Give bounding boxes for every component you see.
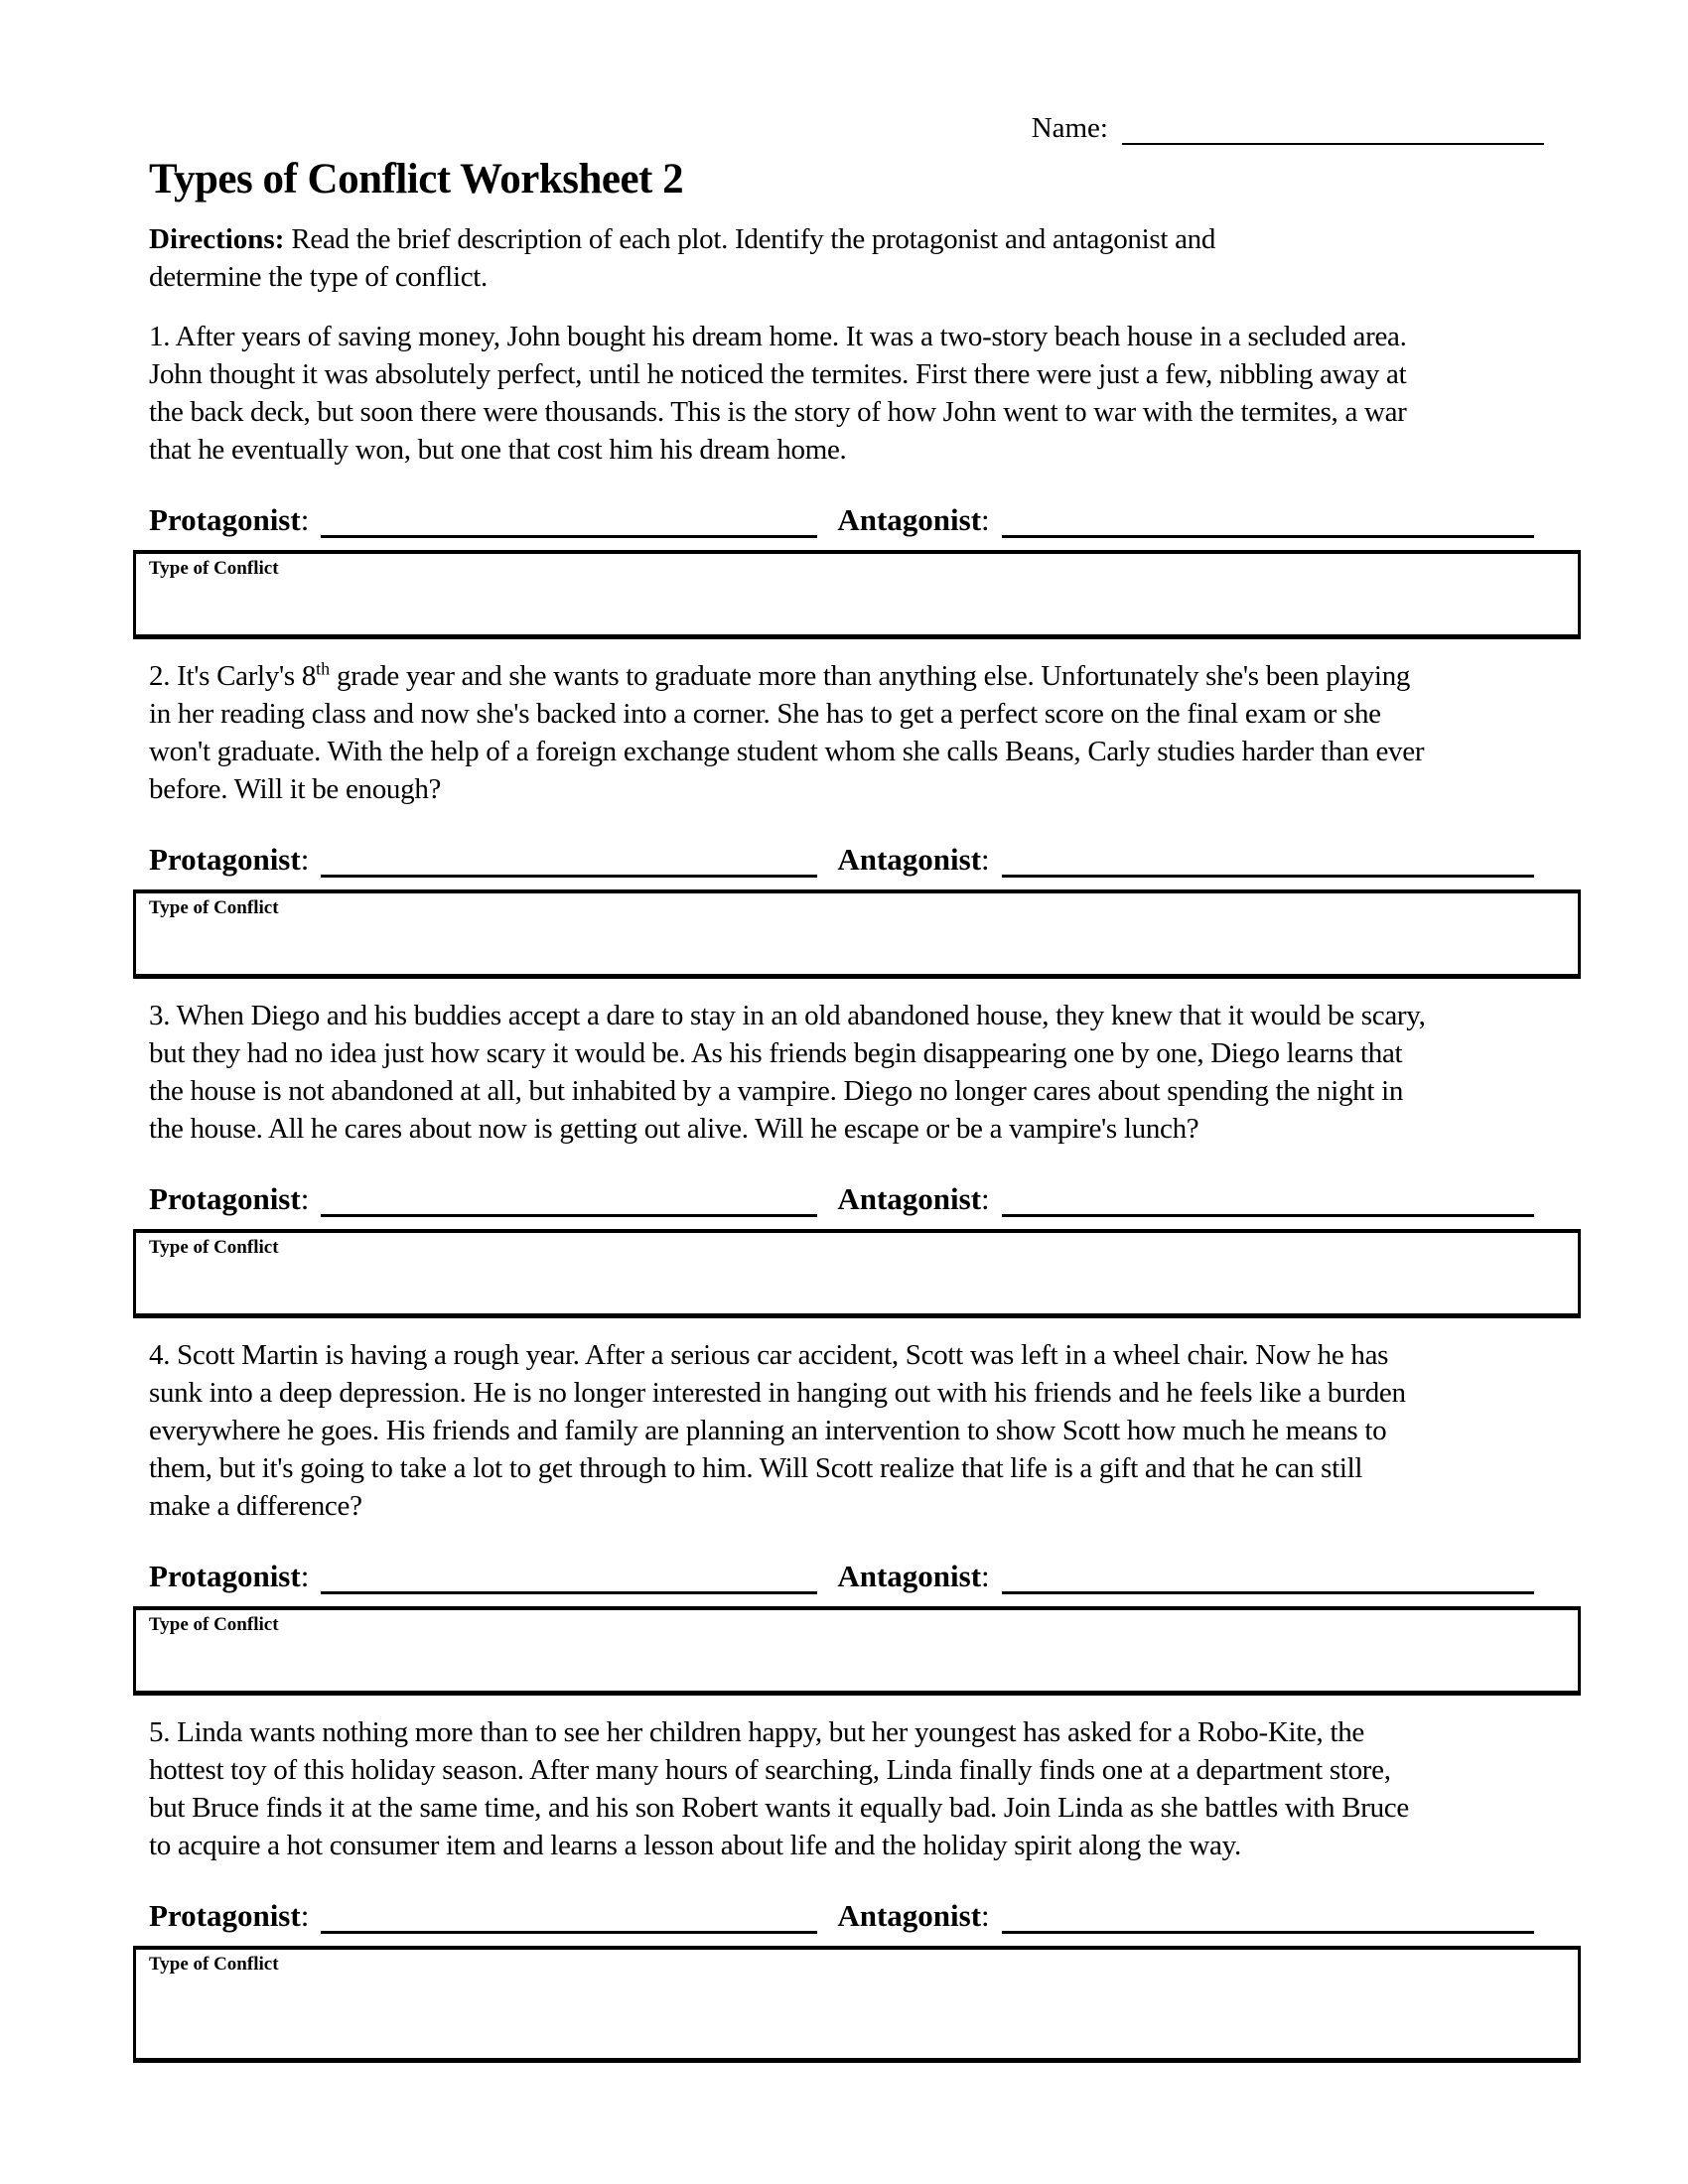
antagonist-label: Antagonist:: [837, 842, 990, 877]
worksheet-section: [149, 318, 1534, 639]
type-of-conflict-box[interactable]: [133, 1229, 1581, 1318]
plot-paragraph: [149, 997, 1534, 1148]
antagonist-input-line[interactable]: [1002, 1174, 1534, 1217]
antagonist-label: Antagonist:: [837, 502, 990, 537]
plot-line: 3. When Diego and his buddies accept a dare to stay in an old abandoned house, they knew that it would be scary,: [149, 1000, 1426, 1031]
type-of-conflict-label: Type of Conflict: [149, 897, 279, 918]
worksheet-section: [149, 997, 1534, 1318]
plot-line: 2. It's Carly's 8th grade year and she wants to graduate more than anything else. Unfortunately she's been playing: [149, 658, 1411, 692]
plot-paragraph: [149, 1713, 1534, 1864]
plot-line: the house is not abandoned at all, but inhabited by a vampire. Diego no longer cares about spending the night in: [149, 1075, 1404, 1107]
directions: [149, 220, 1534, 296]
plot-line: in her reading class and now she's backed into a corner. She has to get a perfect score on the final exam or she: [149, 698, 1381, 730]
antagonist-input-line[interactable]: [1002, 835, 1534, 878]
plot-line: 5. Linda wants nothing more than to see her children happy, but her youngest has asked for a Robo-Kite, the: [149, 1716, 1364, 1748]
worksheet-section: [149, 657, 1534, 979]
protagonist-label: Protagonist:: [149, 1898, 310, 1933]
antagonist-label: Antagonist:: [837, 1181, 990, 1216]
antagonist-input-line[interactable]: [1002, 1552, 1534, 1594]
type-of-conflict-box[interactable]: [133, 550, 1581, 639]
protagonist-antagonist-row: [149, 494, 1534, 538]
protagonist-antagonist-row: [149, 1173, 1534, 1217]
plot-paragraph: [149, 657, 1534, 808]
type-of-conflict-label: Type of Conflict: [149, 1954, 279, 1975]
plot-line: 1. After years of saving money, John bought his dream home. It was a two-story beach house in a secluded area.: [149, 321, 1407, 352]
plot-line: before. Will it be enough?: [149, 773, 442, 805]
directions-text-line2: determine the type of conflict.: [149, 261, 488, 293]
antagonist-label: Antagonist:: [837, 1898, 990, 1933]
plot-line: but Bruce finds it at the same time, and his son Robert wants it equally bad. Join Linda as she battles with Bruce: [149, 1792, 1409, 1824]
type-of-conflict-label: Type of Conflict: [149, 558, 279, 579]
plot-line: the back deck, but soon there were thousands. This is the story of how John went to war with the termites, a war: [149, 396, 1407, 428]
plot-line: the house. All he cares about now is getting out alive. Will he escape or be a vampire's lunch?: [149, 1113, 1199, 1145]
plot-line: that he eventually won, but one that cost him his dream home.: [149, 434, 847, 466]
plot-paragraph: [149, 318, 1534, 469]
worksheet-section: [149, 1713, 1534, 2063]
type-of-conflict-box[interactable]: [133, 889, 1581, 979]
protagonist-antagonist-row: [149, 834, 1534, 878]
plot-line: hottest toy of this holiday season. After many hours of searching, Linda finally finds one at a department store,: [149, 1754, 1391, 1786]
name-input-line[interactable]: [1122, 101, 1544, 145]
worksheet-section: [149, 1336, 1534, 1696]
plot-line: sunk into a deep depression. He is no longer interested in hanging out with his friends and he feels like a burden: [149, 1377, 1406, 1409]
name-row: [149, 103, 1544, 145]
antagonist-label: Antagonist:: [837, 1559, 990, 1593]
plot-line: won't graduate. With the help of a foreign exchange student whom she calls Beans, Carly studies harder than ever: [149, 736, 1425, 767]
plot-line: to acquire a hot consumer item and learns a lesson about life and the holiday spirit along the way.: [149, 1830, 1241, 1861]
type-of-conflict-label: Type of Conflict: [149, 1614, 279, 1635]
protagonist-input-line[interactable]: [321, 495, 817, 538]
antagonist-input-line[interactable]: [1002, 495, 1534, 538]
type-of-conflict-box[interactable]: [133, 1946, 1581, 2063]
plot-line: make a difference?: [149, 1490, 362, 1522]
antagonist-input-line[interactable]: [1002, 1891, 1534, 1934]
type-of-conflict-label: Type of Conflict: [149, 1237, 279, 1258]
plot-line: them, but it's going to take a lot to get through to him. Will Scott realize that life is a gift and that he can still: [149, 1452, 1363, 1484]
page-title: Types of Conflict Worksheet 2: [149, 156, 684, 203]
plot-line: 4. Scott Martin is having a rough year. After a serious car accident, Scott was left in a wheel chair. Now he has: [149, 1339, 1389, 1371]
protagonist-input-line[interactable]: [321, 1174, 817, 1217]
directions-text: Read the brief description of each plot. Identify the protagonist and antagonist and: [284, 223, 1216, 255]
protagonist-input-line[interactable]: [321, 835, 817, 878]
protagonist-label: Protagonist:: [149, 842, 310, 877]
plot-paragraph: [149, 1336, 1534, 1525]
protagonist-input-line[interactable]: [321, 1891, 817, 1934]
protagonist-label: Protagonist:: [149, 502, 310, 537]
type-of-conflict-box[interactable]: [133, 1606, 1581, 1696]
plot-line: John thought it was absolutely perfect, until he noticed the termites. First there were just a few, nibbling away at: [149, 358, 1407, 390]
directions-label: Directions:: [149, 223, 285, 255]
sections: [149, 318, 1534, 2063]
protagonist-antagonist-row: [149, 1890, 1534, 1934]
plot-line: everywhere he goes. His friends and family are planning an intervention to show Scott how much he means to: [149, 1415, 1387, 1446]
protagonist-label: Protagonist:: [149, 1559, 310, 1593]
protagonist-input-line[interactable]: [321, 1552, 817, 1594]
protagonist-antagonist-row: [149, 1551, 1534, 1594]
protagonist-label: Protagonist:: [149, 1181, 310, 1216]
name-label: Name:: [1031, 112, 1108, 144]
plot-line: but they had no idea just how scary it would be. As his friends begin disappearing one by one, Diego learns that: [149, 1037, 1403, 1069]
